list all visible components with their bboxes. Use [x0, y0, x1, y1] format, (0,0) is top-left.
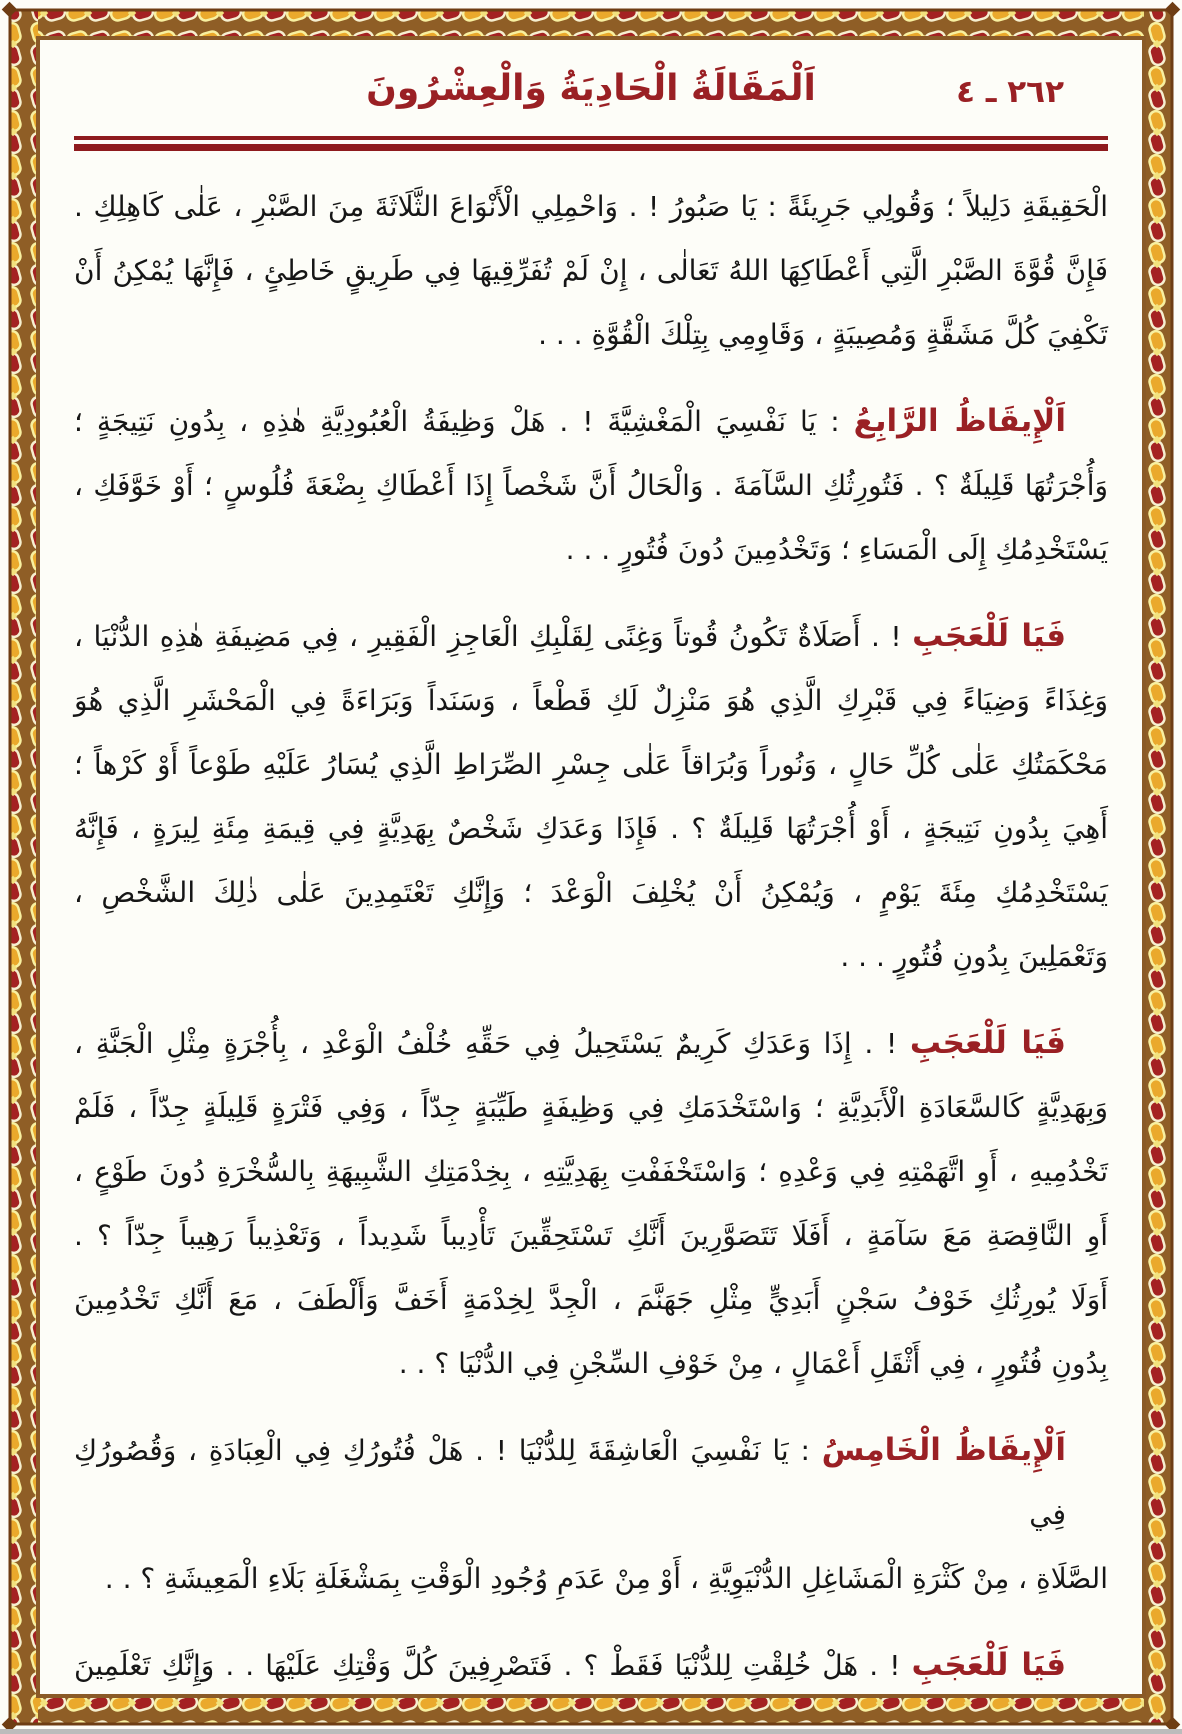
text-line: [74, 1418, 1108, 1547]
text-line: يَسْتَخْدِمُكِ مِئَةَ يَوْمٍ ، وَيُمْكِنُ أَنْ يُخْلِفَ الْوَعْدَ ؛ وَإِنَّكِ تَعْتَمِدِينَ عَلٰى ذٰلِكَ الشَّخْصِ ،: [74, 876, 1108, 909]
text-run: : يَا نَفْسِيَ الْعَاشِقَةَ لِلدُّنْيَا ! . هَلْ فُتُورُكِ فِي الْعِبَادَةِ ، وَقُصُورُكِ فِي: [74, 1434, 1066, 1531]
section-heading: اَلْإِيقَاظُ الرَّابِعُ: [853, 403, 1066, 439]
text-line: فَإِنَّ قُوَّةَ الصَّبْرِ الَّتِي أَعْطَاكِهَا اللهُ تَعَالٰى ، إِنْ لَمْ تُفَرِّقِيهَا فِي طَرِيقٍ خَاطِئٍ ، فَإِنَّهَا يُمْكِنُ أَنْ: [74, 254, 1108, 287]
chapter-title: اَلْمَقَالَةُ الْحَادِيَةُ وَالْعِشْرُونَ: [366, 68, 816, 109]
text-run: ! . هَلْ خُلِقْتِ لِلدُّنْيَا فَقَطْ ؟ . فَتَصْرِفِينَ كُلَّ وَقْتِكِ عَلَيْهَا . . وَإِنَّكِ تَعْلَمِينَ: [74, 1649, 901, 1682]
text-line: وَتَعْمَلِينَ بِدُونِ فُتُورٍ . . .: [840, 940, 1108, 973]
text-line: تَخْدُمِيهِ ، أَوِ اتَّهَمْتِهِ فِي وَعْدِهِ ؛ وَاسْتَخْفَفْتِ بِهَدِيَّتِهِ ، بِخِدْمَتِكِ الشَّبِيهَةِ بِالسُّخْرَةِ دُونَ طَوْعٍ ،: [74, 1155, 1108, 1188]
body-text: [74, 175, 1108, 1698]
page-number: ٢٦٢ ـ ٤: [956, 74, 1064, 110]
text-line: يَسْتَخْدِمُكِ إِلَى الْمَسَاءِ ؛ وَتَخْدُمِينَ دُونَ فُتُورٍ . . .: [565, 533, 1108, 566]
text-line: أَوِ النَّاقِصَةِ مَعَ سَآمَةٍ ، أَفَلَا تَتَصَوَّرِينَ أَنَّكِ تَسْتَحِقِّينَ تَأْدِيباً شَدِيداً ، وَتَعْذِيباً رَهِيباً جِدّاً ؟ .: [74, 1219, 1108, 1252]
text-line: أَوَلَا يُورِثُكِ خَوْفُ سَجْنٍ أَبَدِيٍّ مِثْلِ جَهَنَّمَ ، الْجِدَّ لِخِدْمَةٍ أَخَفَّ وَأَلْطَفَ ، مَعَ أَنَّكِ تَخْدُمِينَ: [74, 1283, 1108, 1316]
text-line: [74, 604, 1108, 669]
section-heading: فَيَا لَلْعَجَبِ: [911, 1647, 1066, 1683]
divider-thick-rule: [74, 144, 1108, 151]
text-line: بِدُونِ فُتُورٍ ، فِي أَثْقَلِ أَعْمَالٍ ، مِنْ خَوْفِ السِّجْنِ فِي الدُّنْيَا ؟ . .: [398, 1347, 1108, 1380]
paragraph: [74, 389, 1108, 582]
page-edge-shadow: [0, 1729, 1182, 1734]
section-heading: فَيَا لَلْعَجَبِ: [912, 618, 1067, 654]
text-line: مَحْكَمَتُكِ عَلٰى كُلِّ حَالٍ ، وَنُوراً وَبُرَاقاً عَلٰى جِسْرِ الصِّرَاطِ الَّذِي يُسَارُ عَلَيْهِ طَوْعاً أَوْ كَرْهاً ؛: [74, 748, 1108, 781]
text-line: وَغِذَاءً وَضِيَاءً فِي قَبْرِكِ الَّذِي هُوَ مَنْزِلٌ لَكِ قَطْعاً ، وَسَنَداً وَبَرَاءَةً فِي الْمَحْشَرِ الَّذِي هُوَ: [74, 684, 1108, 717]
section-heading: فَيَا لَلْعَجَبِ: [909, 1025, 1066, 1061]
text-run: ! . أَصَلَاةٌ تَكُونُ قُوتاً وَغِنًى لِقَلْبِكِ الْعَاجِزِ الْفَقِيرِ ، فِي مَضِيفَةِ هٰذِهِ الدُّنْيَا ،: [74, 620, 902, 653]
page-content: [38, 40, 1144, 1694]
text-line: الْحَقِيقَةِ دَلِيلاً ؛ وَقُولِي جَرِيئَةً : يَا صَبُورُ ! . وَاحْمِلِي الْأَنْوَاعَ الثَّلَاثَةَ مِنَ الصَّبْرِ ، عَلٰى كَاهِلِكِ .: [74, 190, 1108, 223]
divider-thin-rule: [74, 136, 1108, 140]
paragraph: [74, 604, 1108, 989]
text-run: : يَا نَفْسِيَ الْمَغْشِيَّةَ ! . هَلْ وَظِيفَةُ الْعُبُودِيَّةِ هٰذِهِ ، بِدُونِ نَتِيجَةٍ ؛: [74, 405, 840, 438]
text-run: ! . إِذَا وَعَدَكِ كَرِيمٌ يَسْتَحِيلُ فِي حَقِّهِ خُلْفُ الْوَعْدِ ، بِأُجْرَةٍ مِثْلِ الْجَنَّةِ ،: [74, 1027, 898, 1060]
text-line: [74, 1633, 1108, 1698]
section-heading: اَلْإِيقَاظُ الْخَامِسُ: [821, 1432, 1066, 1468]
text-line: وَأُجْرَتُهَا قَلِيلَةٌ ؟ . فَتُورِثُكِ السَّآمَةَ . وَالْحَالُ أَنَّ شَخْصاً إِذَا أَعْطَاكِ بِضْعَةَ فُلُوسٍ ؛ أَوْ خَوَّفَكِ ،: [74, 469, 1108, 502]
text-line: [74, 389, 1108, 454]
text-line: [74, 1011, 1108, 1076]
paragraph: [74, 1418, 1108, 1611]
paragraph: [74, 1011, 1108, 1396]
text-line: أَهِيَ بِدُونِ نَتِيجَةٍ ، أَوْ أُجْرَتُهَا قَلِيلَةٌ ؟ . فَإِذَا وَعَدَكِ شَخْصٌ بِهَدِيَّةٍ فِي قِيمَةِ مِئَةِ لِيرَةٍ ، فَإِنَّهُ: [74, 812, 1108, 845]
paragraph: [74, 175, 1108, 367]
text-line: وَبِهَدِيَّةٍ كَالسَّعَادَةِ الْأَبَدِيَّةِ ؛ وَاسْتَخْدَمَكِ فِي وَظِيفَةٍ طَيِّبَةٍ جِدّاً ، وَفِي فَتْرَةٍ قَلِيلَةٍ جِدّاً ، فَلَمْ: [74, 1091, 1108, 1124]
page-header: [74, 58, 1108, 130]
paragraph: [74, 1633, 1108, 1698]
text-line: تَكْفِيَ كُلَّ مَشَقَّةٍ وَمُصِيبَةٍ ، وَقَاوِمِي بِتِلْكَ الْقُوَّةِ . . .: [538, 318, 1108, 351]
text-line: الصَّلَاةِ ، مِنْ كَثْرَةِ الْمَشَاغِلِ الدُّنْيَوِيَّةِ ، أَوْ مِنْ عَدَمِ وُجُودِ الْوَقْتِ بِمَشْغَلَةِ بَلَاءِ الْمَعِيشَةِ ؟ . .: [104, 1562, 1108, 1595]
header-divider: [74, 136, 1108, 151]
